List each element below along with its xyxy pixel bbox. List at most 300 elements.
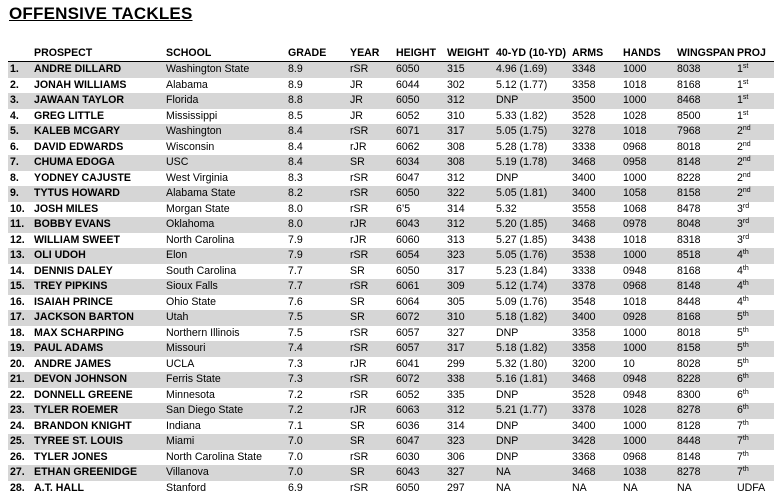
prospect-name: DONNELL GREENE (32, 388, 164, 404)
proj-value: 4 (737, 280, 743, 292)
hands-cell: 1000 (621, 341, 675, 357)
header-prospect: PROSPECT (34, 47, 93, 59)
school-cell: Morgan State (164, 202, 286, 218)
school-cell: Oklahoma (164, 217, 286, 233)
year-cell: rJR (348, 217, 394, 233)
weight-cell: 310 (445, 310, 494, 326)
wingspan-cell: 8128 (675, 419, 735, 435)
school-cell: Washington State (164, 62, 286, 78)
proj-suffix: nd (742, 187, 751, 194)
grade-cell: 7.3 (286, 372, 348, 388)
forty-cell: 5.19 (1.78) (494, 155, 570, 171)
grade-cell: 7.5 (286, 310, 348, 326)
arms-cell: 3200 (570, 357, 621, 373)
forty-cell: DNP (494, 171, 570, 187)
hands-cell: 0978 (621, 217, 675, 233)
hands-cell: 1068 (621, 202, 675, 218)
proj-cell (735, 186, 774, 202)
weight-cell: 314 (445, 202, 494, 218)
grade-cell: 8.4 (286, 124, 348, 140)
forty-cell: 5.16 (1.81) (494, 372, 570, 388)
arms-cell: 3400 (570, 419, 621, 435)
rank-cell: 28. (8, 481, 32, 497)
table-row (8, 171, 774, 187)
year-cell: JR (348, 78, 394, 94)
rank-cell: 24. (8, 419, 32, 435)
grade-cell: 7.7 (286, 264, 348, 280)
arms-cell: 3368 (570, 450, 621, 466)
arms-cell: 3528 (570, 109, 621, 125)
proj-suffix: th (742, 388, 749, 396)
school-cell: Missouri (164, 341, 286, 357)
arms-cell: 3468 (570, 217, 621, 233)
proj-cell (735, 403, 774, 419)
proj-suffix: nd (742, 140, 751, 148)
weight-cell: 315 (445, 62, 494, 78)
proj-suffix: th (742, 466, 749, 473)
proj-cell (735, 140, 774, 156)
school-cell: Utah (164, 310, 286, 326)
proj-suffix: st (742, 78, 749, 86)
prospect-name: ISAIAH PRINCE (32, 295, 164, 311)
forty-cell: 5.32 (1.80) (494, 357, 570, 373)
weight-cell: 312 (445, 217, 494, 233)
grade-cell: 8.9 (286, 62, 348, 78)
hands-cell: 1058 (621, 186, 675, 202)
wingspan-cell: 8048 (675, 217, 735, 233)
table-row (8, 465, 774, 481)
hands-cell: 1018 (621, 124, 675, 140)
forty-cell: 4.96 (1.69) (494, 62, 570, 78)
table-row (8, 357, 774, 373)
school-cell: Sioux Falls (164, 279, 286, 295)
weight-cell: 308 (445, 140, 494, 156)
weight-cell: 299 (445, 357, 494, 373)
proj-suffix: th (742, 280, 749, 287)
hands-cell: 1028 (621, 403, 675, 419)
hands-cell: 1000 (621, 434, 675, 450)
proj-value: 3 (737, 233, 743, 246)
arms-cell: 3338 (570, 264, 621, 280)
proj-cell (735, 233, 774, 249)
rank-cell: 11. (8, 217, 32, 233)
school-cell: Florida (164, 93, 286, 109)
height-cell: 6044 (394, 78, 445, 94)
school-cell: Alabama State (164, 186, 286, 202)
forty-cell: DNP (494, 326, 570, 342)
height-cell: 6043 (394, 465, 445, 481)
proj-cell (735, 93, 774, 109)
arms-cell: 3438 (570, 233, 621, 249)
header-school: SCHOOL (166, 47, 212, 59)
year-cell: rSR (348, 62, 394, 78)
grade-cell: 7.2 (286, 403, 348, 419)
proj-value: 2 (737, 171, 743, 184)
proj-suffix: th (742, 450, 749, 458)
hands-cell: 1000 (621, 93, 675, 109)
proj-value: 2 (737, 187, 743, 199)
year-cell: rSR (348, 171, 394, 187)
forty-cell: 5.05 (1.76) (494, 248, 570, 264)
wingspan-cell: 8038 (675, 62, 735, 78)
height-cell: 6060 (394, 233, 445, 249)
rank-cell: 17. (8, 310, 32, 326)
height-cell: 6057 (394, 341, 445, 357)
grade-cell: 8.0 (286, 202, 348, 218)
arms-cell: 3358 (570, 78, 621, 94)
proj-cell (735, 78, 774, 94)
table-row (8, 388, 774, 404)
school-cell: Minnesota (164, 388, 286, 404)
hands-cell: 1018 (621, 295, 675, 311)
forty-cell: 5.28 (1.78) (494, 140, 570, 156)
table-row (8, 78, 774, 94)
forty-cell: DNP (494, 450, 570, 466)
height-cell: 6050 (394, 264, 445, 280)
proj-suffix: th (742, 435, 749, 442)
height-cell: 6071 (394, 124, 445, 140)
school-cell: North Carolina (164, 233, 286, 249)
proj-suffix: th (742, 357, 749, 365)
proj-suffix: rd (742, 218, 750, 225)
header-rank (8, 46, 32, 62)
proj-value: 2 (737, 125, 743, 137)
hands-cell: 0948 (621, 388, 675, 404)
arms-cell: 3538 (570, 248, 621, 264)
proj-suffix: rd (742, 233, 750, 241)
year-cell: rJR (348, 140, 394, 156)
hands-cell: 1000 (621, 62, 675, 78)
height-cell: 6062 (394, 140, 445, 156)
wingspan-cell: 8018 (675, 140, 735, 156)
wingspan-cell: NA (675, 481, 735, 497)
proj-suffix: th (742, 342, 749, 349)
rank-cell: 21. (8, 372, 32, 388)
height-cell: 6041 (394, 357, 445, 373)
prospect-name: ANDRE JAMES (32, 357, 164, 373)
prospect-name: DAVID EDWARDS (32, 140, 164, 156)
year-cell: rSR (348, 450, 394, 466)
hands-cell: 1000 (621, 171, 675, 187)
hands-cell: 0948 (621, 264, 675, 280)
forty-cell: 5.23 (1.84) (494, 264, 570, 280)
forty-cell: DNP (494, 388, 570, 404)
prospect-name: BOBBY EVANS (32, 217, 164, 233)
proj-cell (735, 124, 774, 140)
grade-cell: 7.7 (286, 279, 348, 295)
proj-cell (735, 419, 774, 435)
header-weight: WEIGHT (447, 47, 490, 59)
forty-cell: 5.09 (1.76) (494, 295, 570, 311)
year-cell: rSR (348, 124, 394, 140)
header-proj: PROJ (737, 47, 766, 59)
height-cell: 6036 (394, 419, 445, 435)
wingspan-cell: 8278 (675, 465, 735, 481)
forty-cell: 5.33 (1.82) (494, 109, 570, 125)
weight-cell: 312 (445, 93, 494, 109)
wingspan-cell: 8168 (675, 264, 735, 280)
wingspan-cell: 8148 (675, 450, 735, 466)
proj-suffix: th (742, 373, 749, 380)
wingspan-cell: 8168 (675, 78, 735, 94)
table-row (8, 155, 774, 171)
weight-cell: 317 (445, 264, 494, 280)
proj-cell (735, 388, 774, 404)
weight-cell: 317 (445, 341, 494, 357)
height-cell: 6047 (394, 434, 445, 450)
proj-value: 4 (737, 295, 743, 308)
table-row (8, 248, 774, 264)
height-cell: 6050 (394, 93, 445, 109)
arms-cell: 3468 (570, 465, 621, 481)
table-row (8, 109, 774, 125)
height-cell: 6052 (394, 109, 445, 125)
grade-cell: 7.0 (286, 450, 348, 466)
weight-cell: 312 (445, 171, 494, 187)
table-row (8, 372, 774, 388)
rank-cell: 27. (8, 465, 32, 481)
prospect-name: ETHAN GREENIDGE (32, 465, 164, 481)
wingspan-cell: 8228 (675, 171, 735, 187)
year-cell: rSR (348, 186, 394, 202)
height-cell: 6030 (394, 450, 445, 466)
forty-cell: 5.20 (1.85) (494, 217, 570, 233)
school-cell: Ohio State (164, 295, 286, 311)
proj-value: 3 (737, 202, 743, 215)
wingspan-cell: 8448 (675, 295, 735, 311)
height-cell: 6050 (394, 62, 445, 78)
grade-cell: 8.8 (286, 93, 348, 109)
year-cell: rJR (348, 233, 394, 249)
year-cell: SR (348, 310, 394, 326)
height-cell: 6050 (394, 481, 445, 497)
proj-value: 5 (737, 357, 743, 370)
proj-suffix: st (742, 109, 749, 117)
proj-cell (735, 326, 774, 342)
forty-cell: 5.12 (1.74) (494, 279, 570, 295)
header-height: HEIGHT (396, 47, 437, 59)
year-cell: rJR (348, 357, 394, 373)
proj-suffix: th (742, 419, 749, 427)
arms-cell: 3528 (570, 388, 621, 404)
weight-cell: 313 (445, 233, 494, 249)
table-row (8, 186, 774, 202)
prospects-table (8, 46, 774, 496)
arms-cell: 3358 (570, 341, 621, 357)
prospect-name: TYTUS HOWARD (32, 186, 164, 202)
height-cell: 6043 (394, 217, 445, 233)
rank-cell: 22. (8, 388, 32, 404)
prospect-name: DENNIS DALEY (32, 264, 164, 280)
rank-cell: 18. (8, 326, 32, 342)
rank-cell: 15. (8, 279, 32, 295)
weight-cell: 323 (445, 248, 494, 264)
grade-cell: 7.9 (286, 248, 348, 264)
forty-cell: 5.18 (1.82) (494, 341, 570, 357)
table-row (8, 140, 774, 156)
rank-cell: 14. (8, 264, 32, 280)
proj-cell (735, 264, 774, 280)
hands-cell: 1000 (621, 419, 675, 435)
rank-cell: 20. (8, 357, 32, 373)
wingspan-cell: 8228 (675, 372, 735, 388)
rank-cell: 7. (8, 155, 32, 171)
height-cell: 6050 (394, 186, 445, 202)
rank-cell: 23. (8, 403, 32, 419)
rank-cell: 3. (8, 93, 32, 109)
arms-cell: 3338 (570, 140, 621, 156)
hands-cell: 1018 (621, 233, 675, 249)
prospect-name: JONAH WILLIAMS (32, 78, 164, 94)
grade-cell: 7.9 (286, 233, 348, 249)
height-cell: 6061 (394, 279, 445, 295)
table-row (8, 279, 774, 295)
proj-value: 7 (737, 450, 743, 463)
year-cell: rSR (348, 481, 394, 497)
table-row (8, 326, 774, 342)
arms-cell: 3278 (570, 124, 621, 140)
table-row (8, 93, 774, 109)
school-cell: South Carolina (164, 264, 286, 280)
arms-cell: 3400 (570, 186, 621, 202)
weight-cell: 297 (445, 481, 494, 497)
prospect-name: CHUMA EDOGA (32, 155, 164, 171)
table-row (8, 310, 774, 326)
wingspan-cell: 8148 (675, 279, 735, 295)
grade-cell: 8.3 (286, 171, 348, 187)
year-cell: JR (348, 109, 394, 125)
table-row (8, 233, 774, 249)
wingspan-cell: 8448 (675, 434, 735, 450)
rank-cell: 25. (8, 434, 32, 450)
rank-cell: 10. (8, 202, 32, 218)
forty-cell: DNP (494, 434, 570, 450)
grade-cell: 7.4 (286, 341, 348, 357)
proj-suffix: th (742, 264, 749, 272)
table-row (8, 481, 774, 497)
weight-cell: 327 (445, 326, 494, 342)
grade-cell: 8.5 (286, 109, 348, 125)
year-cell: rSR (348, 279, 394, 295)
proj-cell (735, 62, 774, 78)
wingspan-cell: 8518 (675, 248, 735, 264)
arms-cell: 3428 (570, 434, 621, 450)
school-cell: Elon (164, 248, 286, 264)
proj-cell (735, 372, 774, 388)
proj-value: 7 (737, 466, 743, 478)
rank-cell: 4. (8, 109, 32, 125)
header-grade: GRADE (288, 47, 327, 59)
rank-cell: 1. (8, 62, 32, 78)
height-cell: 6052 (394, 388, 445, 404)
grade-cell: 8.4 (286, 155, 348, 171)
school-cell: Stanford (164, 481, 286, 497)
proj-cell (735, 202, 774, 218)
prospect-name: A.T. HALL (32, 481, 164, 497)
weight-cell: 305 (445, 295, 494, 311)
weight-cell: 322 (445, 186, 494, 202)
table-row (8, 450, 774, 466)
rank-cell: 12. (8, 233, 32, 249)
school-cell: USC (164, 155, 286, 171)
prospect-name: GREG LITTLE (32, 109, 164, 125)
prospect-name: TREY PIPKINS (32, 279, 164, 295)
proj-value: 5 (737, 311, 743, 323)
year-cell: rSR (348, 248, 394, 264)
hands-cell: 1028 (621, 109, 675, 125)
rank-cell: 8. (8, 171, 32, 187)
wingspan-cell: 8158 (675, 186, 735, 202)
proj-suffix: st (742, 94, 749, 101)
hands-cell: 0968 (621, 450, 675, 466)
wingspan-cell: 8168 (675, 310, 735, 326)
prospect-name: JACKSON BARTON (32, 310, 164, 326)
proj-cell (735, 341, 774, 357)
proj-value: 6 (737, 404, 743, 416)
weight-cell: 308 (445, 155, 494, 171)
proj-value: 6 (737, 373, 743, 385)
proj-suffix: nd (742, 171, 751, 179)
table-row (8, 403, 774, 419)
header-wingspan: WINGSPAN (677, 47, 735, 59)
table-row (8, 295, 774, 311)
hands-cell: 1000 (621, 248, 675, 264)
height-cell: 6047 (394, 171, 445, 187)
proj-cell (735, 171, 774, 187)
hands-cell: 10 (621, 357, 675, 373)
grade-cell: 8.4 (286, 140, 348, 156)
grade-cell: 7.1 (286, 419, 348, 435)
forty-cell: 5.05 (1.75) (494, 124, 570, 140)
year-cell: rSR (348, 326, 394, 342)
rank-cell: 26. (8, 450, 32, 466)
proj-cell (735, 357, 774, 373)
height-cell: 6072 (394, 310, 445, 326)
proj-cell (735, 450, 774, 466)
hands-cell: 1000 (621, 326, 675, 342)
grade-cell: 7.3 (286, 357, 348, 373)
weight-cell: 306 (445, 450, 494, 466)
weight-cell: 323 (445, 434, 494, 450)
weight-cell: 312 (445, 403, 494, 419)
wingspan-cell: 8318 (675, 233, 735, 249)
rank-cell: 9. (8, 186, 32, 202)
proj-value: 7 (737, 435, 743, 447)
proj-value: 5 (737, 342, 743, 354)
grade-cell: 7.0 (286, 465, 348, 481)
grade-cell: 7.6 (286, 295, 348, 311)
year-cell: rSR (348, 341, 394, 357)
forty-cell: NA (494, 481, 570, 497)
prospect-name: TYREE ST. LOUIS (32, 434, 164, 450)
table-row (8, 124, 774, 140)
school-cell: Washington (164, 124, 286, 140)
school-cell: UCLA (164, 357, 286, 373)
rank-cell: 2. (8, 78, 32, 94)
grade-cell: 7.2 (286, 388, 348, 404)
arms-cell: 3548 (570, 295, 621, 311)
proj-cell (735, 434, 774, 450)
proj-cell (735, 279, 774, 295)
proj-value: 2 (737, 156, 743, 168)
weight-cell: 302 (445, 78, 494, 94)
header-forty: 40-YD (10-YD) (496, 47, 567, 59)
height-cell: 6034 (394, 155, 445, 171)
arms-cell: 3348 (570, 62, 621, 78)
weight-cell: 327 (445, 465, 494, 481)
year-cell: SR (348, 465, 394, 481)
proj-value: 3 (737, 218, 743, 230)
